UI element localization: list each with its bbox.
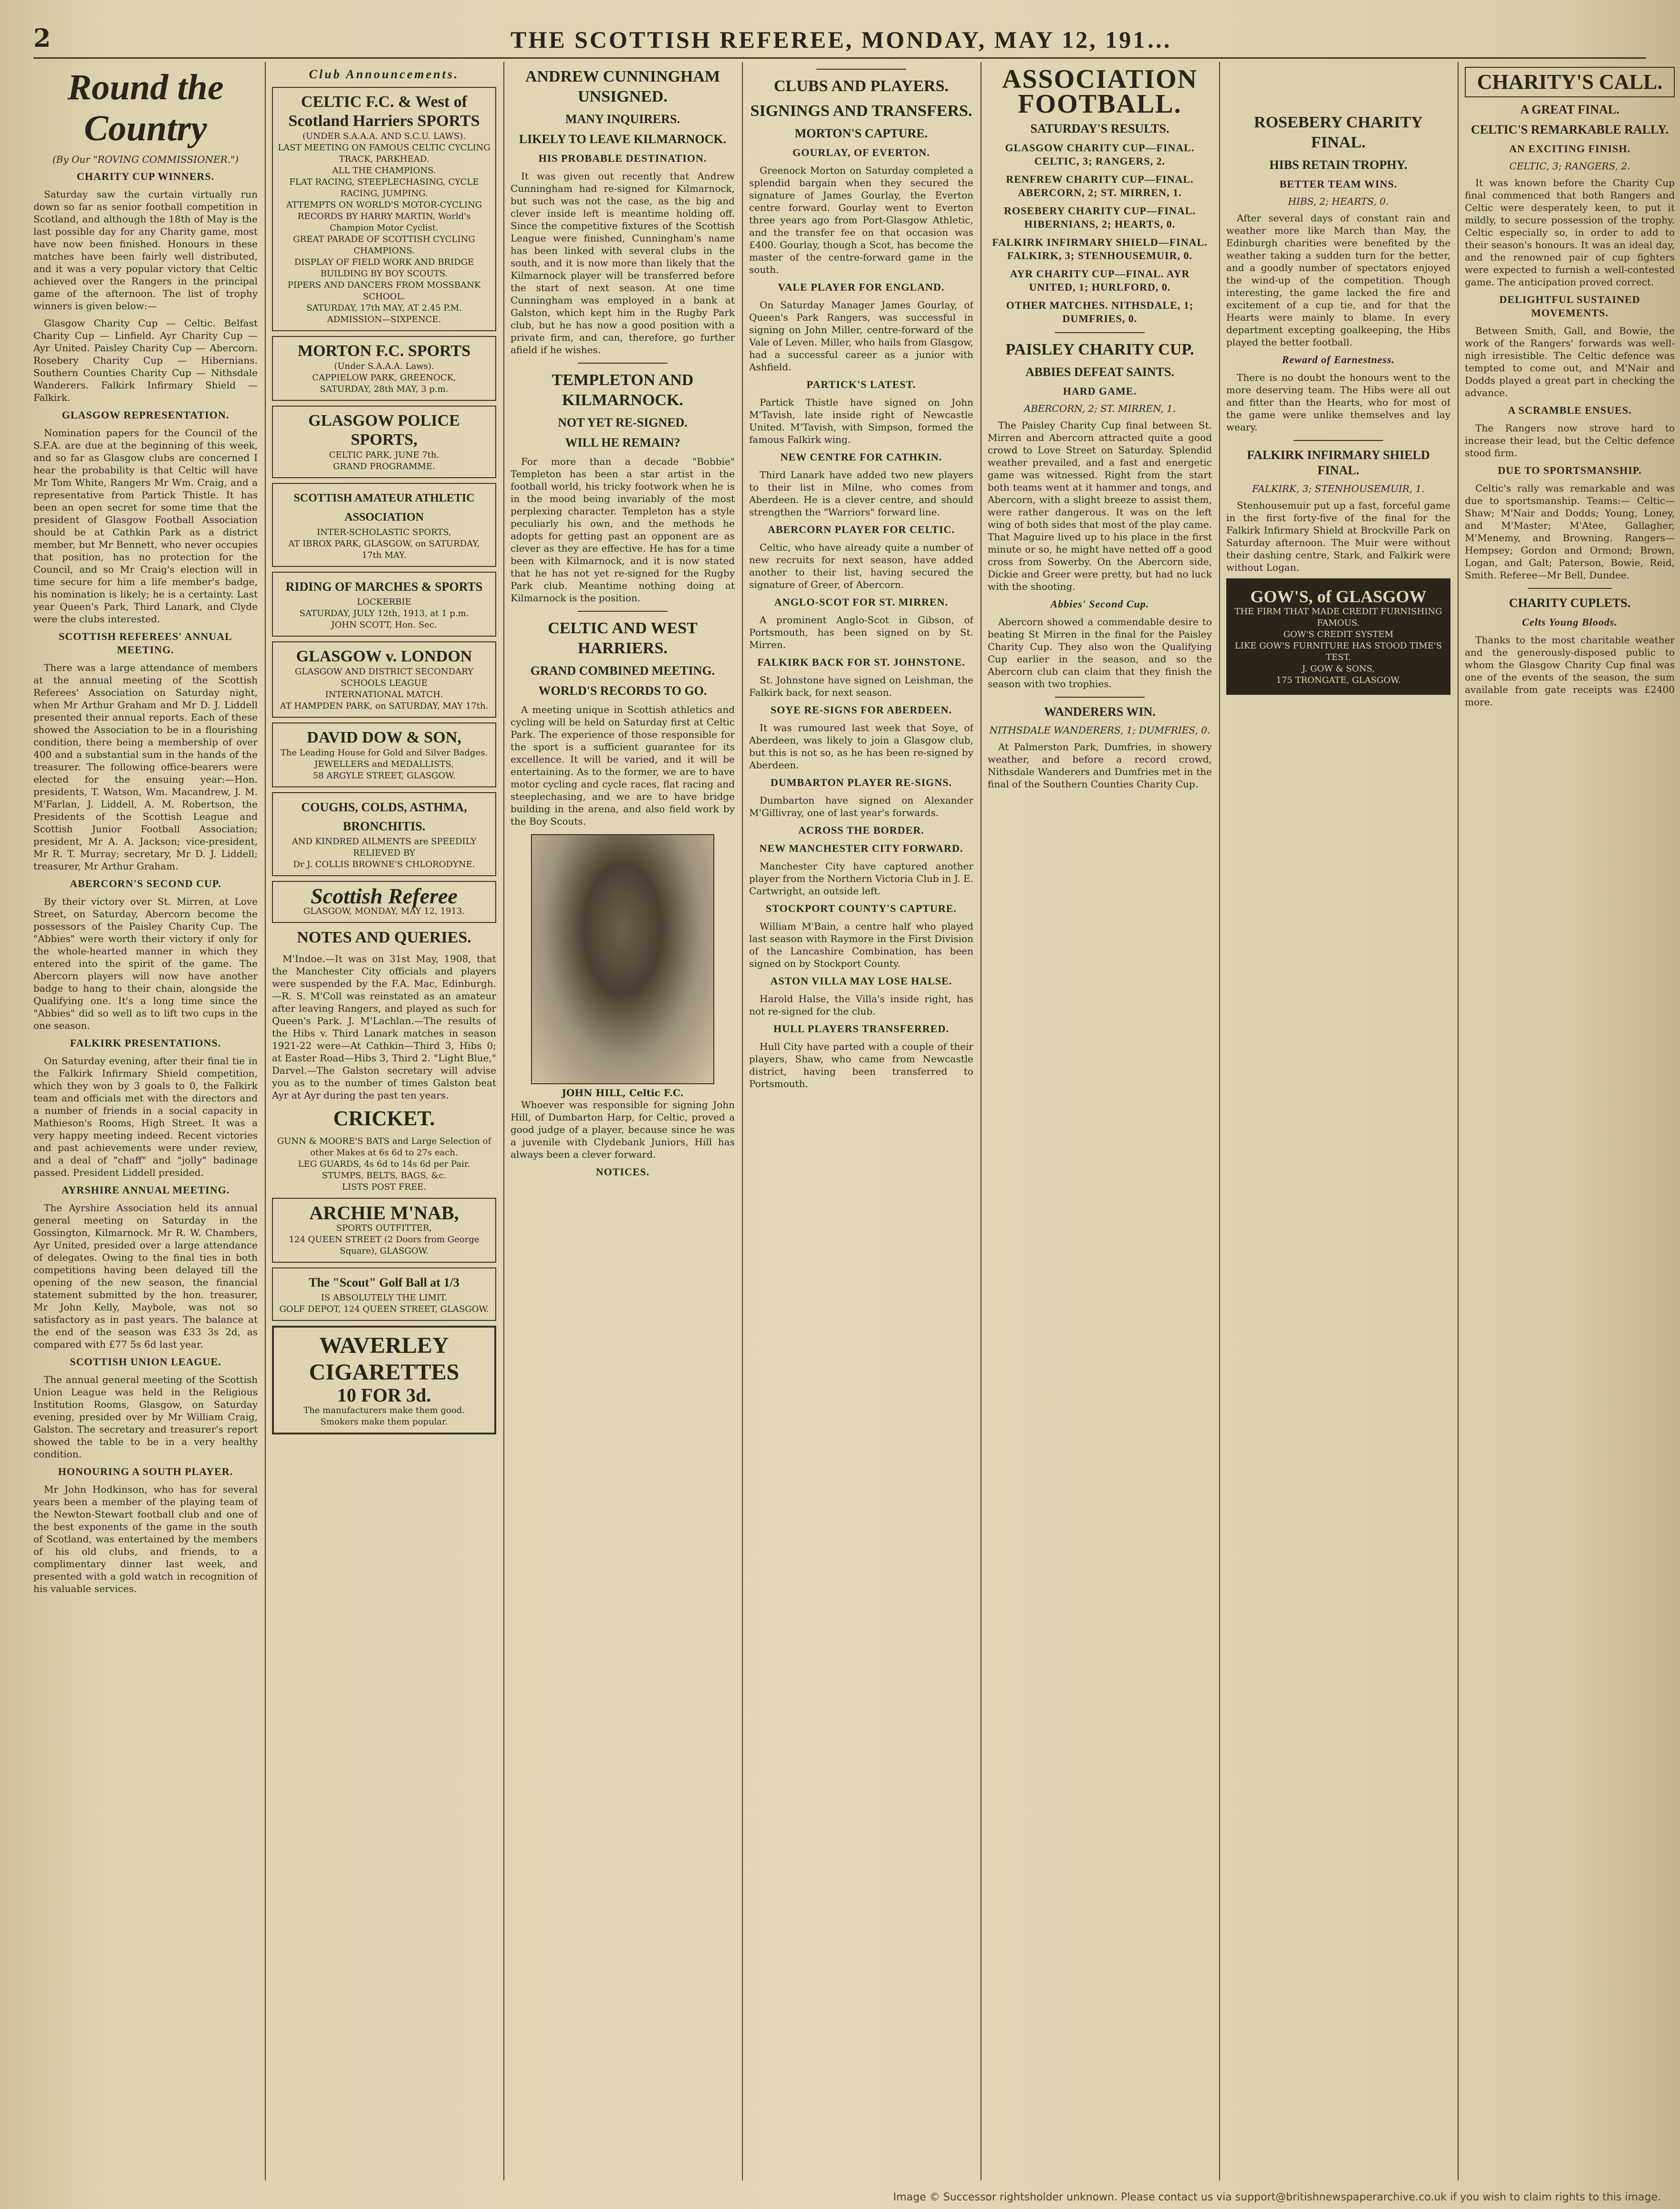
article-body	[1465, 634, 1675, 708]
paragraph: The Ayrshire Association held its annual general meeting on Saturday in the Gossington, Kilmarnock. Mr R. W. Chambers, Ayr United, presided over a large attendance of delegates. Owing to the final ties in both competitions having been delayed till the opening of the new season, the financial statement submitted by the hon. treasurer, Mr John Kelly, Maybole, was not so satisfactory as in past years. The balance at the end of the season was £33 3s 2d, as compared with £77 5s 6d last year.	[33, 1202, 258, 1350]
ad-title: WAVERLEY CIGARETTES	[309, 1333, 459, 1385]
section-subhead: ABERCORN'S SECOND CUP.	[70, 878, 221, 890]
subhead: SIGNINGS AND TRANSFERS.	[750, 102, 972, 120]
ad-line: LOCKERBIE	[356, 597, 412, 607]
paragraph: At Palmerston Park, Dumfries, in showery weather, and before a record crowd, Nithsdale Wanderers and Dumfries met in the final of the Southern Counties Charity Cup.	[988, 741, 1212, 790]
paragraph: Nomination papers for the Council of the S.F.A. are due at the beginning of this week, and so far as Glasgow clubs are concerned I hear the probability is that Celtic will have Mr Tom White, Rangers Mr Wm. Craig, and a representative from Partick Thistle. It has been an open secret for some time that the president of Glasgow Football Association should be at Cathkin Park as a district member, but Mr Bennett, who never occupies that position, has no protection for the Council, and so Mr Craig's election will in time secure for him a life member's badge, his nomination is likely; he is a certainty. Last year Queen's Park, Third Lanark, and Clyde were the clubs interested.	[33, 427, 258, 625]
section-subhead: AYRSHIRE ANNUAL MEETING.	[61, 1184, 230, 1196]
banner-spacer	[1226, 62, 1450, 108]
results-list	[988, 141, 1212, 325]
item-subhead: ASTON VILLA MAY LOSE HALSE.	[770, 975, 952, 987]
subhead: A GREAT FINAL.	[1520, 103, 1619, 116]
notes-body	[272, 953, 496, 1101]
ad-lines	[278, 1292, 490, 1315]
article-body	[511, 455, 735, 604]
paragraph: Celtic's rally was remarkable and was due to sportsmanship. Teams:— Celtic—Shaw; M'Nair and Dodds; Young, Loney, and M'Master; M'Atee, Gallagher, M'Menemy, and Browning. Rangers—Hempsey; Gordon and Ormond; Brown, Logan, and Galt; Paterson, Bowie, Reid, Smith. Referee—Mr Bell, Dundee.	[1465, 482, 1675, 581]
section-subhead: HONOURING A SOUTH PLAYER.	[58, 1466, 233, 1477]
ad-line: Smokers make them popular.	[320, 1417, 448, 1427]
ad-lines	[278, 361, 490, 395]
paragraph: Greenock Morton on Saturday completed a splendid bargain when they secured the signature of James Gourlay, the Everton centre forward. Gourlay went to Everton three years ago from Port-Glasgow Athletic, and the transfer fee on that occasion was £400. Gourlay, though a Scot, has become the master of the centre-forward game in the south.	[749, 165, 973, 275]
item-subhead: SOYE RE-SIGNS FOR ABERDEEN.	[770, 704, 952, 716]
paragraph: It was given out recently that Andrew Cunningham had re-signed for Kilmarnock, but such was not the case, as the big and clever inside left is meantime holding off. Since the competitive fixtures of the Scottish League were finished, Cunningham's name has been linked with several clubs in the south, and it is now more than likely that the Kilmarnock player will be transferred before the start of next season. At one time Cunningham was employed in a bank at Galston, which kept him in the Rugby Park club, but he has now a good position with a private firm, and can, therefore, go further afield if he wishes.	[511, 170, 735, 356]
paragraph: A prominent Anglo-Scot in Gibson, of Portsmouth, has been signed on by St. Mirren.	[749, 614, 973, 650]
result-line: RENFREW CHARITY CUP—FINAL. ABERCORN, 2; ST. MIRREN, 1.	[1006, 173, 1194, 199]
paragraph: For more than a decade "Bobbie" Templeton has been a star artist in the football world, his tricky footwork when he is in the mood being invariably of the most perplexing character. Templeton has a style peculiarly his own, and the methods he adopts for getting past an opponent are as clever as they are effective. He has for a time been with Kilmarnock, and it is now stated that he has not yet re-signed for the Rugby Park club. Meantime nothing doing at Kilmarnock is the position.	[511, 456, 735, 604]
result-line: AYR CHARITY CUP—FINAL. AYR UNITED, 1; HURLFORD, 0.	[1010, 268, 1190, 293]
item-subhead: HULL PLAYERS TRANSFERRED.	[773, 1023, 949, 1035]
paragraph: Abercorn showed a commendable desire to beating St Mirren in the final for the Paisley Charity Cup. They also won the Qualifying Cup earlier in the season, and so the Abercorn club can claim that they finish the season with two trophies.	[988, 616, 1212, 690]
paragraph: Saturday saw the curtain virtually run down so far as senior football competition in Scotland, and although the 18th of May is the last possible day for any Charity game, most have now been finished. Honours in these matches have been fairly well distributed, and it was a very popular victory that Celtic achieved over the Rangers in the principal game of the afternoon. The list of trophy winners is given below:—	[33, 188, 258, 312]
ad-line: (UNDER S.A.A.A. AND S.C.U. LAWS).	[302, 131, 466, 141]
result-line: ROSEBERY CHARITY CUP—FINAL. HIBERNIANS, 2; HEARTS, 0.	[1004, 205, 1196, 230]
column-rule	[503, 62, 504, 2180]
results-header: SATURDAY'S RESULTS.	[1030, 122, 1169, 136]
headline: TEMPLETON AND KILMARNOCK.	[552, 371, 694, 409]
column-association-football	[988, 62, 1212, 2180]
player-portrait	[531, 834, 714, 1084]
notes-text: M'Indoe.—It was on 31st May, 1908, that the Manchester City officials and players were suspended by the F.A. Mac, Edinburgh.—R. S. M'Coll was reinstated as an amateur after leaving Rangers, and played as such for Queen's Park. J. M'Lachlan.—The results of the Hibs v. Third Lanark matches in season 1921-22 were—At Cathkin—Third 3, Hibs 0; at Easter Road—Hibs 3, Third 2. "Light Blue," Darvel.—The Galston secretary will advise you as to the number of times Galston beat Ayr at Ayr during the past ten years.	[272, 953, 496, 1101]
ad-line: AT HAMPDEN PARK, on SATURDAY, MAY 17th.	[280, 701, 489, 711]
ad-line: SATURDAY, 28th MAY, 3 p.m.	[320, 384, 449, 394]
subhead: CELTIC'S REMARKABLE RALLY.	[1471, 123, 1669, 136]
paragraph: On Saturday evening, after their final tie in the Falkirk Infirmary Shield competition, which they won by 3 goals to 0, the Falkirk team and officials met with the directors and a number of friends in a social capacity in Mathieson's Rooms, High Street. It was a very happy meeting indeed. Recent victories and past achievements were under review, and a deal of "chaff" and "jolly" badinage passed. President Liddell presided.	[33, 1055, 258, 1178]
score-line: NITHSDALE WANDERERS, 1; DUMFRIES, 0.	[989, 724, 1210, 736]
ad-line: INTERNATIONAL MATCH.	[325, 690, 443, 700]
ad-line: LAST MEETING ON FAMOUS CELTIC CYCLING TRACK, PARKHEAD.	[278, 143, 490, 164]
headline: PAISLEY CHARITY CUP.	[1005, 341, 1194, 358]
ad-title: GLASGOW POLICE SPORTS,	[308, 412, 460, 449]
paragraph: The Rangers now strove hard to increase their lead, but the Celtic defence stood firm.	[1465, 422, 1675, 459]
column-rule	[1458, 62, 1459, 2180]
ad-title: RIDING OF MARCHES & SPORTS	[285, 580, 483, 594]
item-subhead: STOCKPORT COUNTY'S CAPTURE.	[765, 902, 957, 914]
ad-chlorodyne	[272, 792, 496, 876]
ad-morton-sports	[272, 336, 496, 401]
section-subhead: FALKIRK PRESENTATIONS.	[70, 1037, 221, 1049]
column-round-the-country	[33, 62, 258, 2180]
ad-title: Scottish Referee	[311, 884, 458, 908]
ad-lines	[1231, 606, 1446, 686]
subhead: HIS PROBABLE DESTINATION.	[538, 152, 707, 164]
articles	[511, 67, 735, 827]
ad-line: THE FIRM THAT MADE CREDIT FURNISHING FAMOUS.	[1234, 607, 1442, 628]
subhead: ABBIES DEFEAT SAINTS.	[1025, 365, 1174, 379]
paragraph: Dumbarton have signed on Alexander M'Gillivray, one of last year's forwards.	[749, 795, 973, 818]
article-body	[988, 616, 1212, 690]
divider	[1294, 440, 1383, 441]
ad-lines	[278, 131, 490, 325]
ad-line: IS ABSOLUTELY THE LIMIT.	[321, 1293, 448, 1303]
paragraph: Partick Thistle have signed on John M'Tavish, late inside right of Newcastle United. M'Tavish, with Simpson, formed the famous Falkirk wing.	[749, 397, 973, 445]
paragraph: By their victory over St. Mirren, at Love Street, on Saturday, Abercorn become the possessors of the Paisley Charity Cup. The "Abbies" were worth their victory if only for the whole-hearted manner in which they entered into the spirit of the game. The Abercorn players will now have another badge to hang to their chain, alongside the Qualifying one. It's a long time since the "Abbies" did so well as to lift two cups in the one season.	[33, 896, 258, 1031]
paragraph: The annual general meeting of the Scottish Union League was held in the Religious Institution Rooms, Glasgow, on Saturday evening, presided over by Mr William Craig, Galston. The secretary and treasurer's report showed the table to be in a very healthy condition.	[33, 1374, 258, 1460]
ad-line: Dr J. COLLIS BROWNE'S CHLORODYNE.	[293, 859, 475, 869]
column-rosebery	[1226, 62, 1450, 2180]
subhead: GRAND COMBINED MEETING.	[530, 664, 715, 678]
ad-lines	[278, 747, 490, 782]
article-body	[1465, 482, 1675, 581]
paragraph: William M'Bain, a centre half who played last season with Raymore in the First Division of the Lancashire Combination, has been signed on by Stockport County.	[749, 921, 973, 969]
column-club-announcements	[272, 62, 496, 2180]
ad-title: COUGHS, COLDS, ASTHMA, BRONCHITIS.	[301, 800, 467, 833]
paragraph: It was rumoured last week that Soye, of Aberdeen, was likely to join a Glasgow club, but this is not so, as he has been re-signed by Aberdeen.	[749, 722, 973, 771]
newspaper-title: THE SCOTTISH REFEREE, MONDAY, MAY 12, 191…	[511, 26, 1173, 53]
headline: CHARITY'S CALL.	[1477, 70, 1663, 94]
ad-lines	[278, 597, 490, 631]
ad-gows	[1226, 578, 1450, 695]
ad-line: JOHN SCOTT, Hon. Sec.	[331, 620, 437, 630]
item-subhead: DUMBARTON PLAYER RE-SIGNS.	[770, 776, 952, 788]
subhead: DELIGHTFUL SUSTAINED MOVEMENTS.	[1499, 293, 1640, 319]
ad-glasgow-london	[272, 641, 496, 718]
ad-line: ALL THE CHAMPIONS.	[332, 166, 436, 176]
notices-title: NOTICES.	[595, 1166, 650, 1178]
divider	[1055, 697, 1145, 698]
paragraph: Thanks to the most charitable weather and the generously-disposed public to whom the Glasgow Charity Cup final was one of the events of the season, the sum available from gate receipts was £2400 more.	[1465, 634, 1675, 708]
ad-lines	[278, 450, 490, 472]
ad-lines	[278, 527, 490, 561]
ad-line: LEG GUARDS, 4s 6d to 14s 6d per Pair.	[298, 1159, 470, 1169]
result-line: GLASGOW CHARITY CUP—FINAL. CELTIC, 3; RANGERS, 2.	[1005, 142, 1195, 167]
item-subhead: FALKIRK BACK FOR ST. JOHNSTONE.	[757, 656, 965, 668]
item-subhead: NEW CENTRE FOR CATHKIN.	[780, 451, 942, 463]
headline: ANDREW CUNNINGHAM UNSIGNED.	[525, 68, 720, 105]
article-body	[1465, 325, 1675, 399]
ad-line: INTER-SCHOLASTIC SPORTS,	[317, 527, 451, 537]
paragraph: Celtic, who have already quite a number of new recruits for next season, have added another to their list, having secured the signature of Greer, of Abercorn.	[749, 542, 973, 590]
ad-line: GLASGOW, MONDAY, MAY 12, 1913.	[303, 906, 465, 916]
score-line: ABERCORN, 2; ST. MIRREN, 1.	[1023, 403, 1176, 414]
ad-price: 10 FOR 3d.	[337, 1384, 431, 1406]
subhead: MANY INQUIRERS.	[565, 112, 680, 126]
headline: FALKIRK INFIRMARY SHIELD FINAL.	[1247, 448, 1430, 477]
section-header: CLUBS AND PLAYERS.	[773, 77, 949, 95]
section-subhead: CHARITY CUP WINNERS.	[76, 170, 215, 182]
divider	[578, 611, 668, 612]
subhead: BETTER TEAM WINS.	[1279, 178, 1398, 190]
paragraph: Glasgow Charity Cup — Celtic. Belfast Charity Cup — Linfield. Ayr Charity Cup — Ayr United. Paisley Charity Cup — Abercorn. Rosebery Charity Cup — Hibernians. Southern Counties Charity Cup — Nithsdale Wanderers. Falkirk Infirmary Shield — Falkirk.	[33, 317, 258, 403]
headline: WANDERERS WIN.	[1044, 705, 1156, 719]
subhead: Celts Young Bloods.	[1522, 616, 1618, 628]
paragraph: After several days of constant rain and weather more like March than May, the Edinburgh charities were benefited by the weather taking a sudden turn for the better, and a goodly number of spectators enjoyed the wind-up of the competition. Though interesting, the game lacked the fire and excitement of a cup tie, and for that the Hearts were mainly to blame. In every department excepting goalkeeping, the Hibs played the better football.	[1226, 212, 1450, 348]
score-line: CELTIC, 3; RANGERS, 2.	[1509, 160, 1630, 172]
ad-line: (Under S.A.A.A. Laws).	[334, 361, 434, 371]
ad-line: GLASGOW AND DISTRICT SECONDARY SCHOOLS LEAGUE	[294, 667, 474, 688]
subhead: WILL HE REMAIN?	[565, 436, 680, 450]
ad-line: DISPLAY OF FIELD WORK AND BRIDGE BUILDING BY BOY SCOUTS.	[294, 257, 474, 279]
subhead: GOURLAY, OF EVERTON.	[793, 147, 930, 158]
paragraph: Between Smith, Gall, and Bowie, the work of the Rangers' forwards was well-nigh irresistible. The Celtic defence was tempted to come out, and M'Nair and Dodds played a great part in checking the advance.	[1465, 325, 1675, 398]
image-credit: Image © Successor rightsholder unknown. Please contact us via support@britishnewspaperarchive.co.uk if you wish to claim rights to this image.	[893, 2191, 1661, 2203]
article-body	[511, 1099, 735, 1161]
subhead: HIBS RETAIN TROPHY.	[1269, 158, 1408, 172]
ad-police-sports	[272, 406, 496, 478]
ad-title: SCOTTISH AMATEUR ATHLETIC ASSOCIATION	[293, 492, 475, 523]
ad-scout-golf	[272, 1267, 496, 1321]
divider	[816, 69, 906, 70]
ad-david-dow	[272, 722, 496, 787]
ad-line: PIPERS AND DANCERS FROM MOSSBANK SCHOOL.	[287, 280, 481, 302]
article-body	[511, 170, 735, 356]
headline-box	[1465, 67, 1675, 97]
ad-line: GRAND PROGRAMME.	[333, 461, 435, 471]
ad-line: The manufacturers make them good.	[303, 1405, 465, 1415]
result-line: OTHER MATCHES. NITHSDALE, 1; DUMFRIES, 0.	[1006, 299, 1194, 325]
item-subhead: ACROSS THE BORDER.	[798, 824, 924, 836]
article-body	[1226, 371, 1450, 433]
article-body	[749, 164, 973, 1090]
column-cunningham	[511, 62, 735, 2180]
ad-line: 124 QUEEN STREET (2 Doors from George Square), GLASGOW.	[289, 1235, 480, 1256]
headline: Round the Country	[67, 67, 224, 148]
ad-line: JEWELLERS and MEDALLISTS,	[314, 759, 454, 769]
paragraph: Harold Halse, the Villa's inside right, has not re-signed for the club.	[749, 993, 973, 1017]
column-rule	[1219, 62, 1220, 2180]
ad-lines	[279, 1405, 490, 1428]
subhead: WORLD'S RECORDS TO GO.	[538, 684, 707, 698]
byline: (By Our "ROVING COMMISSIONER.")	[52, 154, 239, 165]
paragraph: It was known before the Charity Cup final commenced that both Rangers and Celtic were desperately keen, to put it mildly, to secure possession of the trophy. Celtic especially so, in order to add to their season's honours. It was an ideal day, and the renowned pair of cup fighters were expected to furnish a well-contested game. The anticipation proved correct.	[1465, 177, 1675, 288]
ad-title: MORTON F.C. SPORTS	[297, 342, 471, 360]
column-rule	[742, 62, 743, 2180]
ad-line: ATTEMPTS ON WORLD'S MOTOR-CYCLING RECORDS BY HARRY MARTIN, World's Champion Motor Cyclist.	[286, 200, 482, 233]
ad-riding-marches	[272, 572, 496, 637]
ad-line: LISTS POST FREE.	[342, 1182, 427, 1192]
section-subhead: SCOTTISH UNION LEAGUE.	[70, 1356, 221, 1368]
cricket-title: CRICKET.	[333, 1107, 435, 1130]
paragraph: The Paisley Charity Cup final between St. Mirren and Abercorn attracted quite a good crowd to Love Street on Saturday. Splendid weather prevailed, and a fast and energetic game was witnessed. Right from the start both teams went at it hammer and tongs, and Abercorn, with a slight breeze to assist them, were rather dangerous. It was on the left wing of both sides that most of the play came. That Maguire lived up to his place in the first minute or so, he might have netted off a good cross from Sowerby. On the Abercorn side, Dickie and Greer were pretty, but had no luck with the shooting.	[988, 419, 1212, 592]
ad-line: AT IBROX PARK, GLASGOW, on SATURDAY, 17th MAY.	[288, 539, 480, 560]
cricket-lines	[272, 1136, 496, 1193]
column-charitys-call	[1465, 62, 1675, 2180]
score-line: FALKIRK, 3; STENHOUSEMUIR, 1.	[1252, 483, 1425, 494]
ad-lines	[278, 836, 490, 870]
item-subhead: PARTICK'S LATEST.	[806, 378, 916, 390]
ad-line: AND KINDRED AILMENTS are SPEEDILY RELIEVED BY	[292, 837, 477, 858]
ad-lines	[278, 1223, 490, 1257]
column-clubs-players	[749, 62, 973, 2180]
section-header: Club Announcements.	[309, 67, 459, 81]
ad-title: ARCHIE M'NAB,	[309, 1202, 459, 1224]
article-body	[1465, 177, 1675, 288]
column-rule	[265, 62, 266, 2180]
article-body	[1465, 422, 1675, 459]
ad-line: SATURDAY, JULY 12th, 1913, at 1 p.m.	[299, 608, 469, 618]
banner-headline: ASSOCIATION FOOTBALL.	[1002, 64, 1198, 119]
section-subhead: GLASGOW REPRESENTATION.	[62, 409, 230, 421]
paragraph: Manchester City have captured another player from the Northern Victoria Club in J. E. Cartwright, an outside left.	[749, 860, 973, 897]
ad-line: LIKE GOW'S FURNITURE HAS STOOD TIME'S TEST.	[1234, 641, 1442, 662]
ad-line: CAPPIELOW PARK, GREENOCK,	[312, 373, 456, 383]
subhead: LIKELY TO LEAVE KILMARNOCK.	[519, 132, 727, 146]
subhead: DUE TO SPORTSMANSHIP.	[1498, 464, 1642, 476]
ad-line: 175 TRONGATE, GLASGOW.	[1276, 675, 1401, 685]
masthead	[33, 19, 1646, 59]
ad-line: GOLF DEPOT, 124 QUEEN STREET, GLASGOW.	[279, 1304, 489, 1314]
ad-archie-mnab	[272, 1198, 496, 1263]
ad-line: GREAT PARADE OF SCOTTISH CYCLING CHAMPIONS.	[293, 234, 475, 256]
ad-title: GOW'S, of GLASGOW	[1250, 587, 1427, 606]
subhead: HARD GAME.	[1063, 385, 1137, 397]
ad-title: CELTIC F.C. & West of Scotland Harriers SPORTS	[288, 93, 480, 130]
paragraph: There was a large attendance of members at the annual meeting of the Scottish Referees' Association on Saturday night, when Mr Arthur Graham and Mr D. J. Liddell presented their annual reports. Each of these showed the Association to be in a flourishing condition, there being a membership of over 400 and a substantial sum in the hands of the treasurer. The following office-bearers were elected for the ensuing year:—Hon. presidents, T. Watson, Wm. Macandrew, J. M. M'Farlan, J. Liddell, A. M. Robertson, the Presidents of the Scottish League and Scottish Junior Football Association; president, Mr A. A. Jackson; vice-president, Mr R. T. Murray; secretary, Mr D. J. Liddell; treasurer, Mr Arthur Graham.	[33, 662, 258, 872]
ad-waverley	[272, 1326, 496, 1434]
divider	[1528, 588, 1612, 589]
paragraph: Stenhousemuir put up a fast, forceful game in the first forty-five of the final for the Falkirk Infirmary Shield at Brockville Park on Saturday afternoon. The Muir were without their dashing centre, Stark, and Falkirk were without Logan.	[1226, 500, 1450, 573]
ad-line: FLAT RACING, STEEPLECHASING, CYCLE RACING, JUMPING.	[289, 177, 479, 199]
ad-lines	[278, 666, 490, 712]
headline: CELTIC AND WEST HARRIERS.	[548, 619, 698, 657]
ad-celtic-sports	[272, 87, 496, 331]
ad-line: ADMISSION—SIXPENCE.	[327, 314, 441, 325]
page-number: 2	[33, 24, 51, 53]
paragraph: Whoever was responsible for signing John Hill, of Dumbarton Harp, for Celtic, proved a good judge of a player, because since he was a juvenile with Clydebank Juniors, Hill has always been a clever forward.	[511, 1099, 735, 1160]
ad-line: The Leading House for Gold and Silver Badges.	[280, 748, 488, 758]
ad-line: GUNN & MOORE'S BATS and Large Selection of other Makes at 6s 6d to 27s each.	[277, 1136, 491, 1158]
article-body	[988, 419, 1212, 593]
portrait-caption: JOHN HILL, Celtic F.C.	[562, 1087, 684, 1099]
ad-title: GLASGOW v. LONDON	[296, 648, 472, 665]
paragraph: There is no doubt the honours went to the more deserving team. The Hibs were all out and fitter than the Hearts, who for most of the game were unlike themselves and lay weary.	[1226, 372, 1450, 433]
ad-line: GOW'S CREDIT SYSTEM	[1283, 629, 1394, 639]
paragraph: Third Lanark have added two new players to their list in Milne, who comes from Aberdeen. He is a clever centre, and should strengthen the "Warriors" forward line.	[749, 469, 973, 518]
ad-line: SPORTS OUTFITTER,	[336, 1223, 432, 1233]
ad-line: STUMPS, BELTS, BAGS, &c.	[322, 1171, 447, 1181]
subhead: MORTON'S CAPTURE.	[794, 126, 928, 140]
article-body	[511, 703, 735, 827]
item-subhead: VALE PLAYER FOR ENGLAND.	[778, 281, 945, 293]
paragraph: Hull City have parted with a couple of their players, Shaw, who came from Newcastle district, having been transferred to Portsmouth.	[749, 1041, 973, 1089]
subhead: A SCRAMBLE ENSUES.	[1508, 404, 1632, 416]
subhead: AN EXCITING FINISH.	[1509, 143, 1631, 155]
item-subhead: NEW MANCHESTER CITY FORWARD.	[759, 842, 963, 854]
paragraph: Mr John Hodkinson, who has for several years been a member of the playing team of the Newton-Stewart football club and one of the best exponents of the game in the south of Scotland, was entertained by the members of his old clubs, and friends, to a complimentary dinner last week, and presented with a gold watch in recognition of his valuable services.	[33, 1484, 258, 1594]
score-line: HIBS, 2; HEARTS, 0.	[1288, 196, 1389, 207]
divider	[1055, 332, 1145, 333]
article-body	[33, 170, 258, 1595]
paragraph: A meeting unique in Scottish athletics and cycling will be held on Saturday first at Celtic Park. The experience of those responsible for the sport is a sufficient guarantee for its excellence. It will be varied, and it will be entertaining. As to the former, we are to have motor cycling and cycle races, flat racing and steeplechasing, and we are to have bridge building in the arena, and also field work by the Boy Scouts.	[511, 704, 735, 827]
ad-line: 58 ARGYLE STREET, GLASGOW.	[313, 771, 456, 781]
subhead: NOT YET RE-SIGNED.	[558, 416, 688, 429]
ad-line: J. GOW & SONS,	[1302, 664, 1375, 674]
result-line: FALKIRK INFIRMARY SHIELD—FINAL. FALKIRK, 3; STENHOUSEMUIR, 0.	[992, 236, 1208, 262]
ad-amateur-athletic	[272, 483, 496, 567]
divider	[578, 363, 668, 364]
article-body	[988, 741, 1212, 790]
paragraph: St. Johnstone have signed on Leishman, the Falkirk back, for next season.	[749, 674, 973, 698]
article-body	[1226, 212, 1450, 348]
subhead: Reward of Earnestness.	[1282, 354, 1395, 366]
headline: CHARITY CUPLETS.	[1509, 596, 1631, 610]
ad-lines	[278, 906, 490, 917]
masthead-scottish-referee	[272, 881, 496, 923]
ad-title: DAVID DOW & SON,	[307, 729, 461, 746]
section-subhead: SCOTTISH REFEREES' ANNUAL MEETING.	[59, 630, 232, 656]
headline: ROSEBERY CHARITY FINAL.	[1254, 114, 1423, 151]
ad-title: The "Scout" Golf Ball at 1/3	[309, 1276, 459, 1289]
article-body	[1226, 499, 1450, 574]
ad-line: SATURDAY, 17th MAY, AT 2.45 P.M.	[306, 303, 462, 313]
notes-title: NOTES AND QUERIES.	[297, 929, 471, 946]
subhead: Abbies' Second Cup.	[1050, 598, 1149, 610]
item-subhead: ABERCORN PLAYER FOR CELTIC.	[767, 523, 955, 535]
ad-line: CELTIC PARK, JUNE 7th.	[329, 450, 439, 460]
item-subhead: ANGLO-SCOT FOR ST. MIRREN.	[774, 596, 949, 608]
paragraph: On Saturday Manager James Gourlay, of Queen's Park Rangers, was successful in signing on John Miller, centre-forward of the Vale of Leven. Miller, who hails from Glasgow, had a successful career as a junior with Ashfield.	[749, 299, 973, 373]
